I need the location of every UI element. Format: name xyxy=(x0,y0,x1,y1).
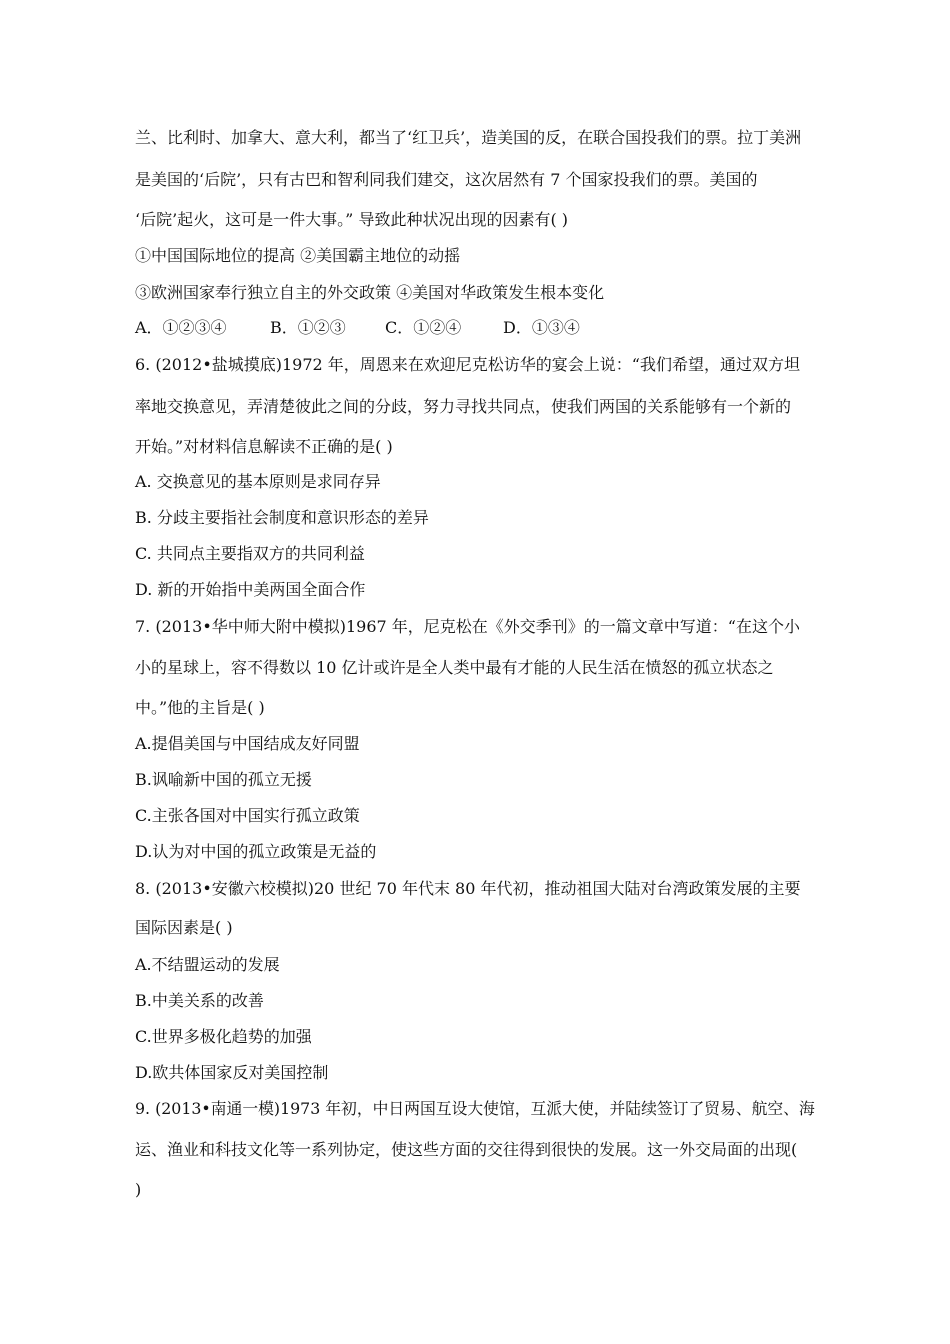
q8-option-d: D.欧共体国家反对美国控制 xyxy=(135,1063,329,1082)
q6-option-d: D. 新的开始指中美两国全面合作 xyxy=(135,580,366,599)
q5-option-a: A．①②③④ xyxy=(135,318,227,337)
q8-option-a: A.不结盟运动的发展 xyxy=(135,955,280,974)
q9-line-1: 9. (2013•南通一模)1973 年初，中日两国互设大使馆，互派大使，并陆续签订了贸易、航空、海 xyxy=(135,1099,815,1118)
q8-option-c: C.世界多极化趋势的加强 xyxy=(135,1027,312,1046)
q8-line-2: 国际因素是( ) xyxy=(135,918,233,937)
q5-line-1: 兰、比利时、加拿大、意大利，都当了‘红卫兵’，造美国的反，在联合国投我们的票。拉丁美洲 xyxy=(135,128,802,147)
q5-statement-1: ①中国国际地位的提高 ②美国霸主地位的动摇 xyxy=(135,246,461,265)
q9-line-3: ) xyxy=(135,1180,142,1199)
q5-option-d: D．①③④ xyxy=(503,318,580,337)
q6-option-a: A. 交换意见的基本原则是求同存异 xyxy=(135,472,381,491)
q7-option-c: C.主张各国对中国实行孤立政策 xyxy=(135,806,360,825)
q5-options xyxy=(135,318,580,338)
q5-option-b: B．①②③ xyxy=(270,318,346,337)
q5-line-3: ‘后院’起火，这可是一件大事。” 导致此种状况出现的因素有( ) xyxy=(135,210,569,229)
q8-option-b: B.中美关系的改善 xyxy=(135,991,264,1010)
q7-line-3: 中。”他的主旨是( ) xyxy=(135,698,265,717)
q9-line-2: 运、渔业和科技文化等一系列协定，使这些方面的交往得到很快的发展。这一外交局面的出现( xyxy=(135,1140,798,1159)
q5-statement-2: ③欧洲国家奉行独立自主的外交政策 ④美国对华政策发生根本变化 xyxy=(135,283,605,302)
q5-option-c: C．①②④ xyxy=(385,318,462,337)
q7-option-b: B.讽喻新中国的孤立无援 xyxy=(135,770,312,789)
q5-line-2: 是美国的‘后院’，只有古巴和智利同我们建交，这次居然有 7 个国家投我们的票。美国的 xyxy=(135,170,758,189)
q7-line-1: 7. (2013•华中师大附中模拟)1967 年，尼克松在《外交季刊》的一篇文章中写道：“在这个小 xyxy=(135,617,800,636)
q6-line-1: 6. (2012•盐城摸底)1972 年，周恩来在欢迎尼克松访华的宴会上说：“我们希望，通过双方坦 xyxy=(135,355,800,374)
q8-line-1: 8. (2013•安徽六校模拟)20 世纪 70 年代末 80 年代初，推动祖国大陆对台湾政策发展的主要 xyxy=(135,879,801,898)
q7-option-a: A.提倡美国与中国结成友好同盟 xyxy=(135,734,360,753)
q6-option-c: C. 共同点主要指双方的共同利益 xyxy=(135,544,365,563)
q6-line-3: 开始。”对材料信息解读不正确的是( ) xyxy=(135,437,393,456)
q6-option-b: B. 分歧主要指社会制度和意识形态的差异 xyxy=(135,508,429,527)
q7-line-2: 小的星球上，容不得数以 10 亿计或许是全人类中最有才能的人民生活在愤怒的孤立状态之 xyxy=(135,658,774,677)
q6-line-2: 率地交换意见，弄清楚彼此之间的分歧，努力寻找共同点，使我们两国的关系能够有一个新的 xyxy=(135,397,792,416)
q7-option-d: D.认为对中国的孤立政策是无益的 xyxy=(135,842,377,861)
